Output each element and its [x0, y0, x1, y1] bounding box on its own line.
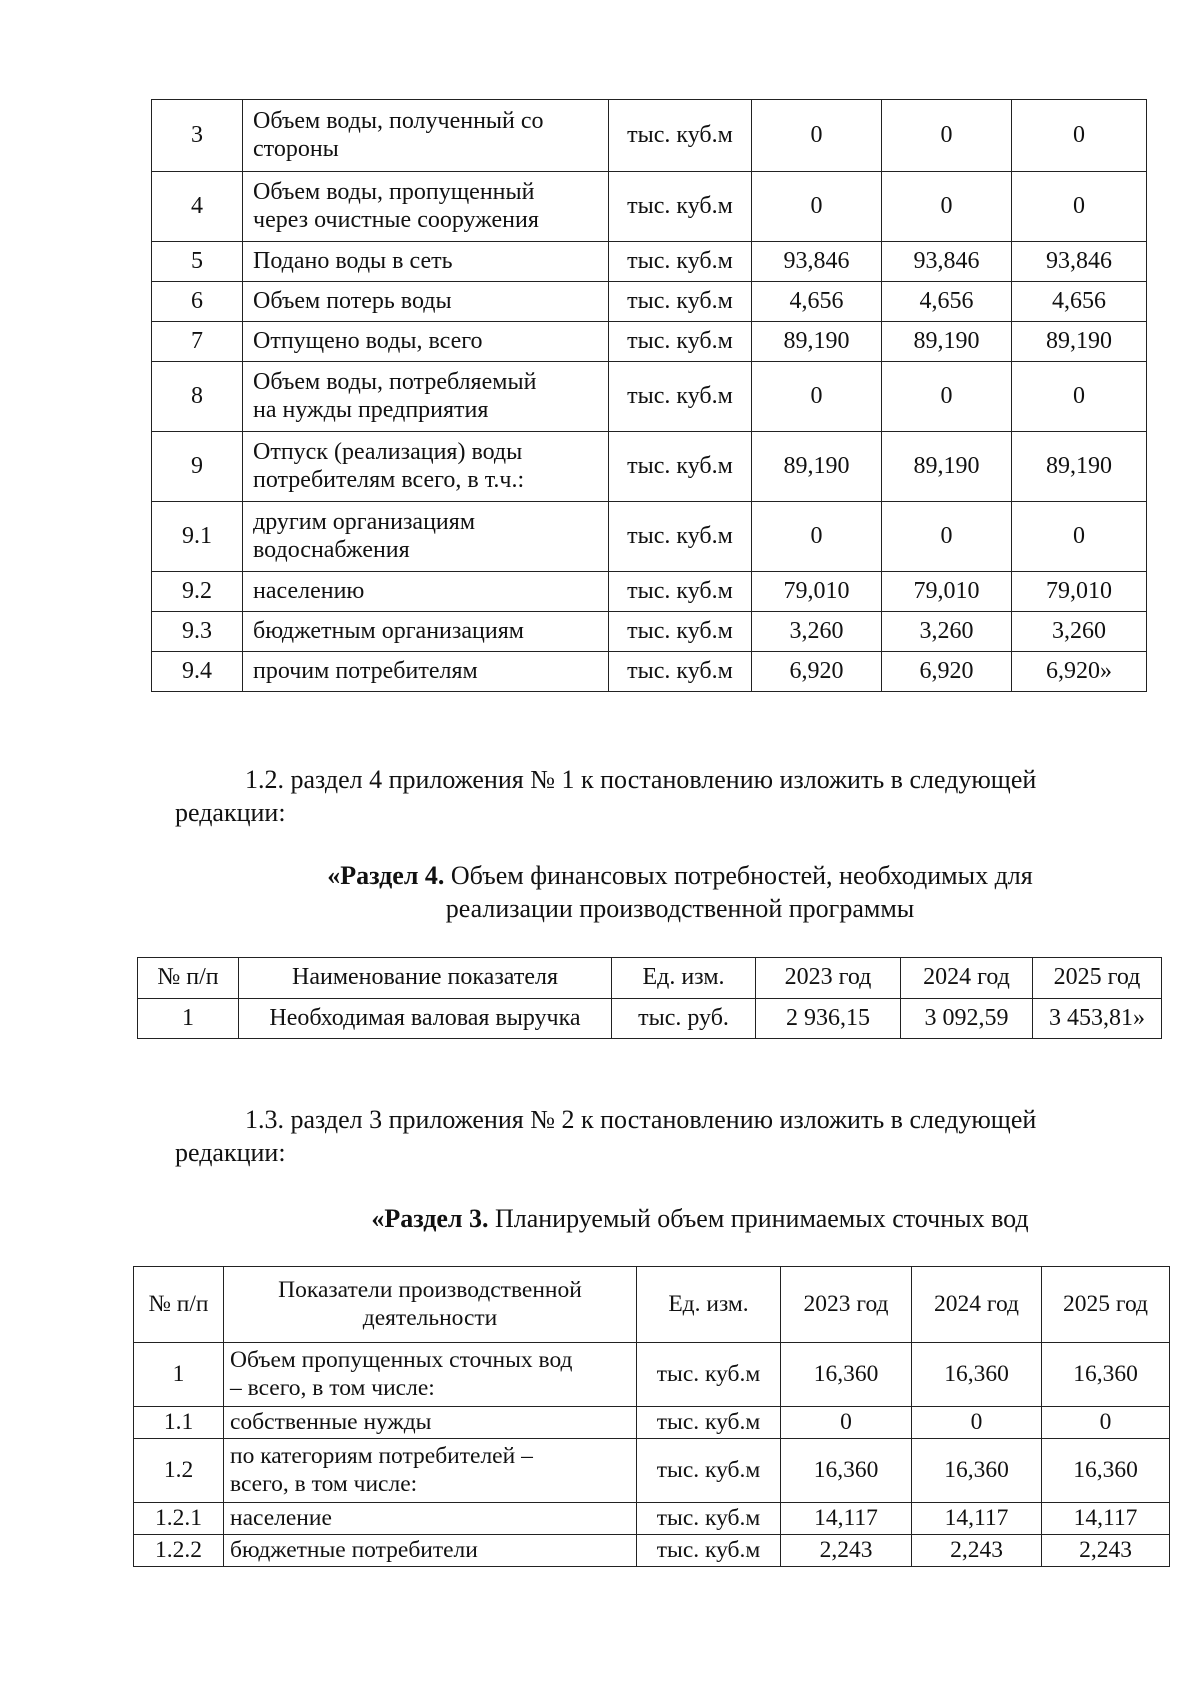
- value-2025: 89,190: [1012, 432, 1147, 502]
- value-2025: 0: [1012, 502, 1147, 572]
- table-row: [152, 282, 1147, 322]
- paragraph-1-3: 1.3. раздел 3 приложения № 2 к постановлению изложить в следующей редакции:: [175, 1105, 1037, 1167]
- value-2024: 16,360: [912, 1439, 1042, 1503]
- row-unit: тыс. куб.м: [609, 572, 752, 612]
- value-2023: 6,920: [752, 652, 882, 692]
- value-2024: 79,010: [882, 572, 1012, 612]
- row-name: бюджетные потребители: [224, 1535, 637, 1567]
- row-number: 4: [152, 172, 243, 242]
- table-header-row: [138, 958, 1162, 999]
- value-2023: 2 936,15: [756, 999, 901, 1039]
- value-2024: 0: [882, 502, 1012, 572]
- table-row: [134, 1503, 1170, 1535]
- row-name: населению: [243, 572, 609, 612]
- value-2024: 2,243: [912, 1535, 1042, 1567]
- row-unit: тыс. куб.м: [609, 502, 752, 572]
- row-number: 7: [152, 322, 243, 362]
- value-2025: 3 453,81»: [1033, 999, 1162, 1039]
- row-unit: тыс. куб.м: [637, 1439, 781, 1503]
- row-name: Объем воды, потребляемый на нужды предприятия: [243, 362, 609, 432]
- row-name: другим организациям водоснабжения: [243, 502, 609, 572]
- value-2025: 79,010: [1012, 572, 1147, 612]
- table-row: [152, 362, 1147, 432]
- row-unit: тыс. куб.м: [609, 100, 752, 172]
- value-2023: 14,117: [781, 1503, 912, 1535]
- value-2025: 4,656: [1012, 282, 1147, 322]
- water-balance-table: [151, 99, 1147, 692]
- value-2025: 2,243: [1042, 1535, 1170, 1567]
- value-2023: 0: [752, 362, 882, 432]
- row-number: 8: [152, 362, 243, 432]
- header-2023: 2023 год: [781, 1267, 912, 1343]
- paragraph-1-2: 1.2. раздел 4 приложения № 1 к постановлению изложить в следующей редакции:: [175, 765, 1037, 827]
- value-2025: 0: [1012, 362, 1147, 432]
- value-2025: 0: [1042, 1407, 1170, 1439]
- row-name: бюджетным организациям: [243, 612, 609, 652]
- row-name: Объем воды, полученный со стороны: [243, 100, 609, 172]
- value-2023: 0: [752, 100, 882, 172]
- section-4-heading: «Раздел 4. Объем финансовых потребностей, необходимых для реализации производственной программы: [327, 861, 1033, 923]
- table-row: [152, 432, 1147, 502]
- row-unit: тыс. куб.м: [637, 1343, 781, 1407]
- value-2023: 0: [752, 502, 882, 572]
- value-2024: 89,190: [882, 322, 1012, 362]
- row-unit: тыс. куб.м: [609, 652, 752, 692]
- header-number: № п/п: [134, 1267, 224, 1343]
- row-name: население: [224, 1503, 637, 1535]
- wastewater-table: [133, 1266, 1170, 1567]
- value-2023: 89,190: [752, 322, 882, 362]
- value-2023: 79,010: [752, 572, 882, 612]
- table-row: [152, 652, 1147, 692]
- value-2024: 0: [882, 362, 1012, 432]
- row-unit: тыс. куб.м: [609, 172, 752, 242]
- header-name: Показатели производственной деятельности: [224, 1267, 637, 1343]
- row-unit: тыс. руб.: [612, 999, 756, 1039]
- value-2023: 3,260: [752, 612, 882, 652]
- row-name: собственные нужды: [224, 1407, 637, 1439]
- header-unit: Ед. изм.: [637, 1267, 781, 1343]
- header-2024: 2024 год: [901, 958, 1033, 999]
- table-row: [138, 999, 1162, 1039]
- value-2023: 93,846: [752, 242, 882, 282]
- row-unit: тыс. куб.м: [609, 362, 752, 432]
- table-row: [152, 172, 1147, 242]
- row-number: 1.1: [134, 1407, 224, 1439]
- row-unit: тыс. куб.м: [609, 322, 752, 362]
- header-2024: 2024 год: [912, 1267, 1042, 1343]
- table-row: [134, 1535, 1170, 1567]
- row-unit: тыс. куб.м: [609, 282, 752, 322]
- value-2025: 0: [1012, 100, 1147, 172]
- value-2025: 14,117: [1042, 1503, 1170, 1535]
- header-2025: 2025 год: [1033, 958, 1162, 999]
- row-number: 9: [152, 432, 243, 502]
- row-number: 1.2: [134, 1439, 224, 1503]
- value-2024: 93,846: [882, 242, 1012, 282]
- row-name: Отпуск (реализация) воды потребителям всего, в т.ч.:: [243, 432, 609, 502]
- value-2023: 0: [752, 172, 882, 242]
- row-unit: тыс. куб.м: [637, 1407, 781, 1439]
- table-row: [152, 100, 1147, 172]
- row-name: Подано воды в сеть: [243, 242, 609, 282]
- value-2023: 2,243: [781, 1535, 912, 1567]
- header-unit: Ед. изм.: [612, 958, 756, 999]
- row-name: Необходимая валовая выручка: [239, 999, 612, 1039]
- row-name: Объем потерь воды: [243, 282, 609, 322]
- header-2025: 2025 год: [1042, 1267, 1170, 1343]
- row-number: 5: [152, 242, 243, 282]
- value-2024: 0: [882, 100, 1012, 172]
- value-2025: 3,260: [1012, 612, 1147, 652]
- value-2025: 89,190: [1012, 322, 1147, 362]
- value-2025: 0: [1012, 172, 1147, 242]
- value-2024: 0: [882, 172, 1012, 242]
- value-2023: 16,360: [781, 1343, 912, 1407]
- row-name: прочим потребителям: [243, 652, 609, 692]
- table-header-row: [134, 1267, 1170, 1343]
- table-row: [134, 1343, 1170, 1407]
- value-2024: 3,260: [882, 612, 1012, 652]
- row-name: Отпущено воды, всего: [243, 322, 609, 362]
- table-row: [152, 242, 1147, 282]
- value-2025: 93,846: [1012, 242, 1147, 282]
- value-2024: 6,920: [882, 652, 1012, 692]
- header-2023: 2023 год: [756, 958, 901, 999]
- header-name: Наименование показателя: [239, 958, 612, 999]
- row-number: 9.4: [152, 652, 243, 692]
- value-2023: 0: [781, 1407, 912, 1439]
- row-number: 1: [134, 1343, 224, 1407]
- table-row: [134, 1439, 1170, 1503]
- row-number: 9.1: [152, 502, 243, 572]
- row-unit: тыс. куб.м: [609, 612, 752, 652]
- value-2024: 16,360: [912, 1343, 1042, 1407]
- table-row: [152, 572, 1147, 612]
- row-number: 9.3: [152, 612, 243, 652]
- row-number: 6: [152, 282, 243, 322]
- row-unit: тыс. куб.м: [609, 242, 752, 282]
- value-2023: 16,360: [781, 1439, 912, 1503]
- row-number: 1.2.2: [134, 1535, 224, 1567]
- value-2025: 16,360: [1042, 1439, 1170, 1503]
- row-number: 9.2: [152, 572, 243, 612]
- row-number: 1.2.1: [134, 1503, 224, 1535]
- row-number: 1: [138, 999, 239, 1039]
- value-2024: 0: [912, 1407, 1042, 1439]
- table-row: [152, 322, 1147, 362]
- value-2024: 3 092,59: [901, 999, 1033, 1039]
- row-unit: тыс. куб.м: [637, 1503, 781, 1535]
- row-unit: тыс. куб.м: [637, 1535, 781, 1567]
- row-unit: тыс. куб.м: [609, 432, 752, 502]
- table-row: [134, 1407, 1170, 1439]
- header-number: № п/п: [138, 958, 239, 999]
- value-2024: 14,117: [912, 1503, 1042, 1535]
- value-2025: 16,360: [1042, 1343, 1170, 1407]
- value-2024: 4,656: [882, 282, 1012, 322]
- value-2023: 89,190: [752, 432, 882, 502]
- value-2024: 89,190: [882, 432, 1012, 502]
- section-3-heading: «Раздел 3. Планируемый объем принимаемых сточных вод: [371, 1204, 1029, 1233]
- row-name: Объем воды, пропущенный через очистные сооружения: [243, 172, 609, 242]
- table-row: [152, 612, 1147, 652]
- table-row: [152, 502, 1147, 572]
- value-2023: 4,656: [752, 282, 882, 322]
- row-number: 3: [152, 100, 243, 172]
- value-2025: 6,920»: [1012, 652, 1147, 692]
- row-name: по категориям потребителей – всего, в том числе:: [224, 1439, 637, 1503]
- financial-needs-table: [137, 957, 1162, 1039]
- row-name: Объем пропущенных сточных вод – всего, в том числе:: [224, 1343, 637, 1407]
